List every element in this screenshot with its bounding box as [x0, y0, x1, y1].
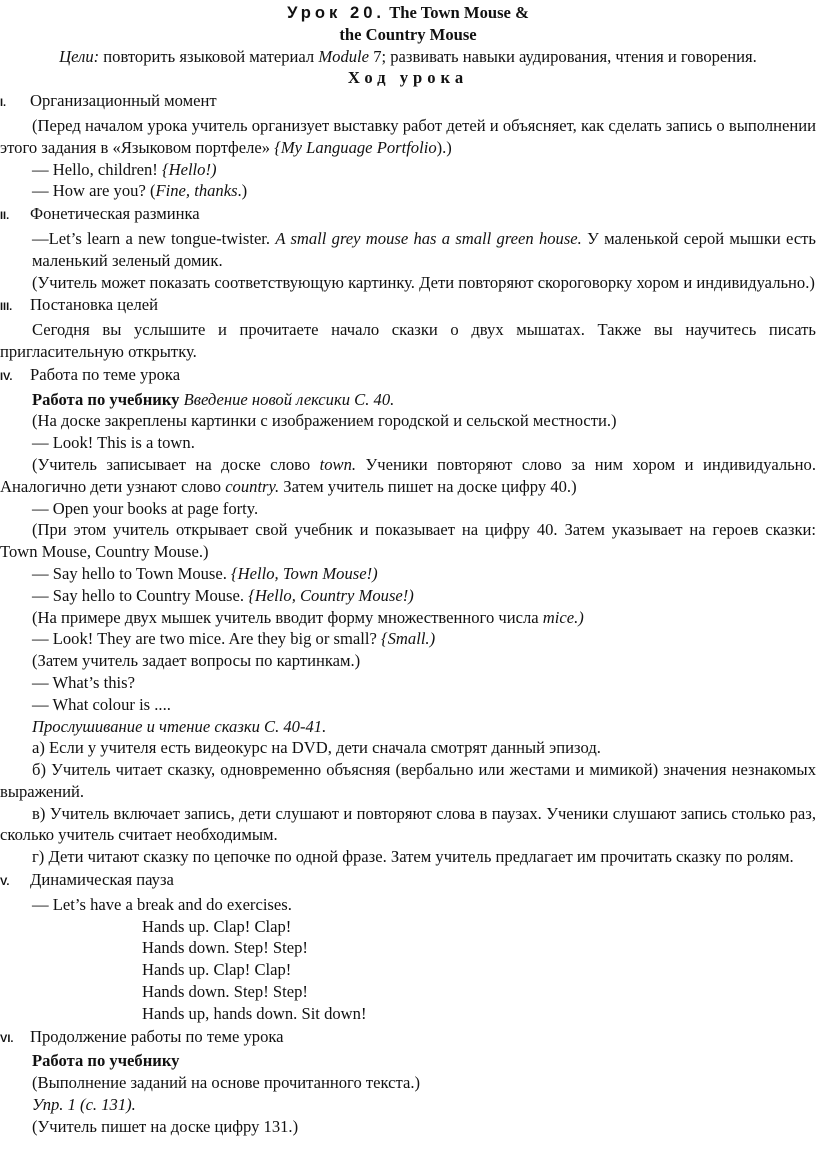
subheading: Прослушивание и чтение сказки С. 40-41.: [32, 716, 327, 736]
course-heading: Ход урока: [347, 68, 469, 88]
paragraph: (На доске закреплены картинки с изображением городской и сельской местности.): [32, 411, 617, 431]
dialogue-line: — Say hello to Town Mouse. {Hello, Town Mouse!): [32, 563, 378, 583]
paragraph: (При этом учитель открывает свой учебник и показывает на цифру 40. Затем указывает на героев сказки: Town Mouse, Country Mouse.): [0, 520, 816, 562]
paragraph: (Затем учитель задает вопросы по картинкам.): [32, 651, 361, 671]
list-item: а) Если у учителя есть видеокурс на DVD, дети сначала смотрят данный эпизод.: [32, 738, 601, 758]
paragraph: —Let’s learn a new tongue-twister. A small grey mouse has a small green house. У маленькой серой мышки есть маленький зеленый домик.: [32, 228, 816, 270]
poem-line: Hands up. Clap! Clap!: [142, 960, 292, 980]
poem-line: Hands up. Clap! Clap!: [142, 916, 292, 936]
list-item: б) Учитель читает сказку, одновременно объясняя (вербально или жестами и мимикой) значения незнакомых выражений.: [0, 760, 816, 801]
section-heading: V. Динамическая пауза: [0, 870, 174, 890]
paragraph: (Выполнение заданий на основе прочитанного текста.): [32, 1073, 421, 1093]
section-heading: IV. Работа по теме урока: [0, 364, 181, 384]
paragraph: (Учитель записывает на доске слово town. Ученики повторяют слово за ним хором и индивидуально. Аналогично дети узнают слово country. Затем учитель пишет на доске цифру 40.): [0, 454, 816, 496]
section-heading: II. Фонетическая разминка: [0, 204, 200, 224]
section-heading: III. Постановка целей: [0, 295, 158, 315]
dialogue-line: — Say hello to Country Mouse. {Hello, Country Mouse!): [32, 585, 414, 605]
dialogue-line: — Let’s have a break and do exercises.: [32, 894, 292, 914]
paragraph: (Учитель пишет на доске цифру 131.): [32, 1116, 299, 1136]
poem-line: Hands up, hands down. Sit down!: [142, 1003, 367, 1023]
poem-line: Hands down. Step! Step!: [142, 938, 308, 958]
subheading: Работа по учебнику: [32, 1051, 180, 1071]
dialogue-line: — What’s this?: [32, 672, 135, 692]
paragraph: (На примере двух мышек учитель вводит форму множественного числа mice.): [32, 607, 584, 627]
dialogue-line: — What colour is ....: [32, 694, 171, 714]
paragraph: (Перед началом урока учитель организует выставку работ детей и объясняет, как сделать запись о выполнении этого задания в «Языковом портфеле» {My Language Portfolio).): [0, 115, 816, 157]
lesson-title-line2: the Country Mouse: [339, 24, 477, 44]
section-heading: I. Организационный момент: [0, 91, 217, 111]
exercise-ref: Упр. 1 (с. 131).: [32, 1095, 136, 1115]
paragraph: (Учитель может показать соответствующую картинку. Дети повторяют скороговорку хором и индивидуально.): [32, 272, 815, 292]
subheading: Работа по учебнику Введение новой лексики С. 40.: [32, 389, 395, 409]
dialogue-line: — Open your books at page forty.: [32, 498, 259, 518]
poem-line: Hands down. Step! Step!: [142, 982, 308, 1002]
list-item: г) Дети читают сказку по цепочке по одной фразе. Затем учитель предлагает им прочитать сказку по ролям.: [32, 847, 794, 867]
list-item: в) Учитель включает запись, дети слушают и повторяют слова в паузах. Ученики слушают запись столько раз, сколько учитель считает необходимым.: [0, 803, 816, 845]
dialogue-line: — Look! They are two mice. Are they big or small? {Small.): [32, 629, 436, 649]
paragraph: Сегодня вы услышите и прочитаете начало сказки о двух мышатах. Также вы научитесь писать пригласительную открытку.: [0, 320, 816, 361]
section-heading: VI. Продолжение работы по теме урока: [0, 1026, 284, 1046]
dialogue-line: — How are you? (Fine, thanks.): [32, 181, 248, 201]
dialogue-line: — Hello, children! {Hello!): [32, 159, 217, 179]
lesson-goals: Цели: повторить языковой материал Module 7; развивать навыки аудирования, чтения и говорения.: [59, 46, 757, 66]
dialogue-line: — Look! This is a town.: [32, 433, 195, 453]
lesson-title: Урок 20. The Town Mouse &: [287, 3, 529, 22]
